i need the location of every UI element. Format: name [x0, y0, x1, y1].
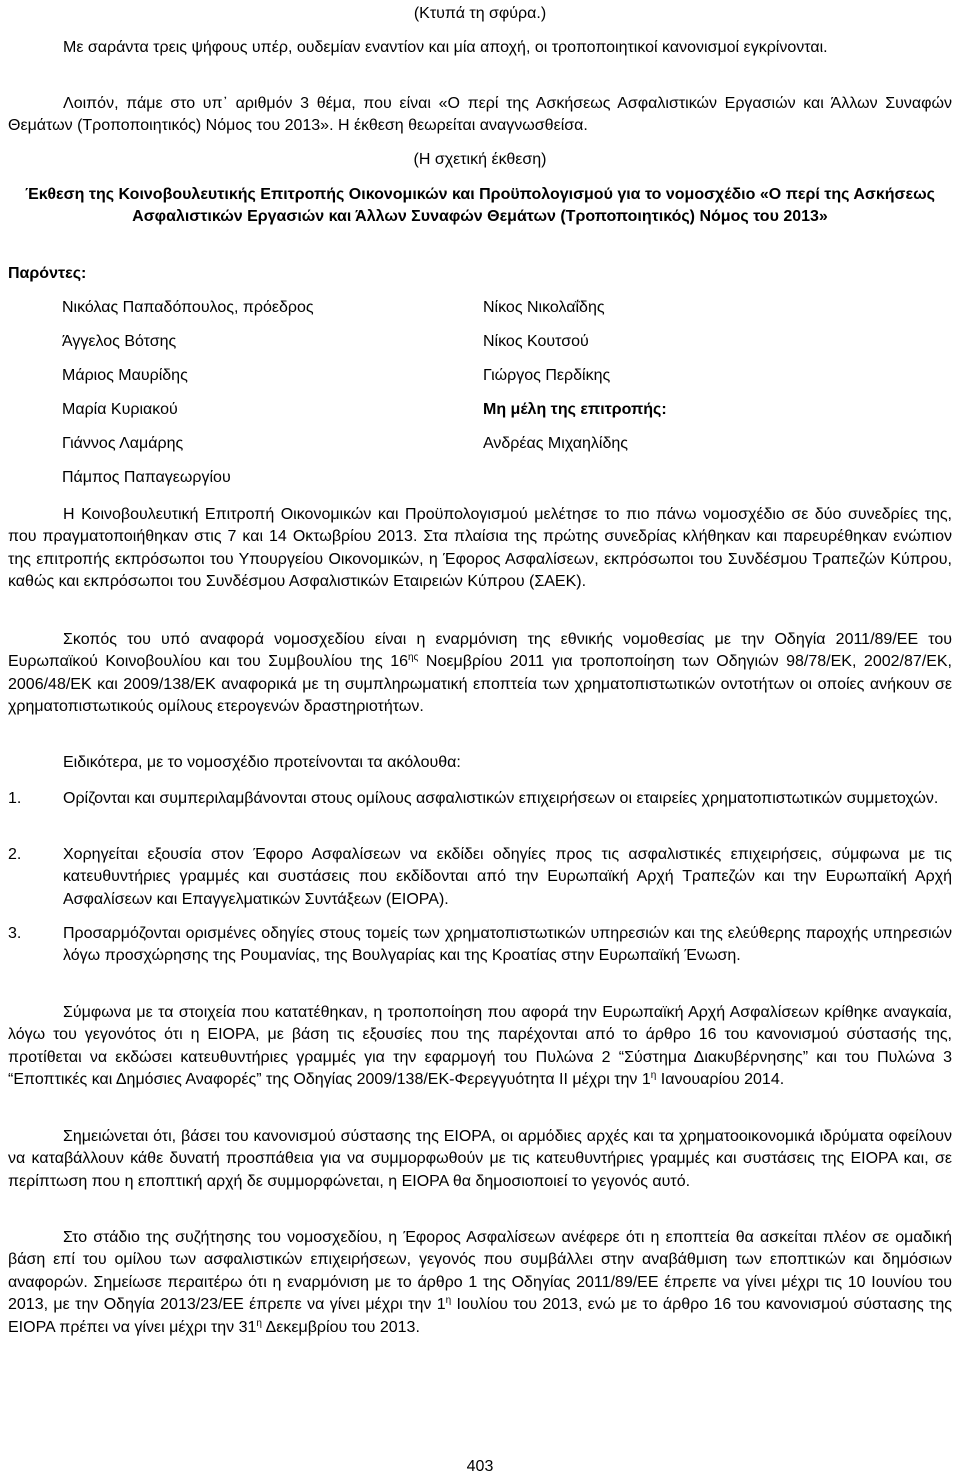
list-item: 3. Προσαρμόζονται ορισμένες οδηγίες στους τομείς των χρηματοπιστωτικών υπηρεσιών και της ελεύθερης παροχής υπηρεσιών λόγω προσχώρησης της Ρουμανίας, της Βουλγαρίας και της Κροατίας στην Ευρωπαϊκή Ένωση. — [8, 925, 952, 965]
paragraph-eiopa-need: Σύμφωνα με τα στοιχεία που κατατέθηκαν, η τροποποίηση που αφορά την Ευρωπαϊκή Αρχή Ασφαλίσεων κρίθηκε αναγκαία, λόγω του γεγονότος ότι η ΕΙΟΡΑ, με βάση τις εξουσίες που της παρέχονται από το άρθρο 16 του κανονισμού σύστασής της, προτίθεται να εκδώσει κατευθυντήριες γραμμές για την εφαρμογή του Πυλώνα 2 “Σύστημα Διακυβέρνησης” και του Πυλώνα 3 “Εποπτικές και Δημόσιες Αναφορές” της Οδηγίας 2009/138/ΕΚ-Φερεγγυότητα ΙΙ μέχρι την $1^\eta$ Ιανουαρίου 2014. — [8, 1004, 952, 1089]
applause-note: (Κτυπά τη σφύρα.) — [413, 5, 547, 22]
member-name: Νίκος Κουτσού — [483, 333, 589, 350]
present-label: Παρόντες: — [8, 265, 87, 282]
paragraph-sessions: Η Κοινοβουλευτική Επιτροπή Οικονομικών και Προϋπολογισμού μελέτησε το πιο πάνω νομοσχέδιο σε δύο συνεδρίες της, που πραγματοποιήθηκαν στις 7 και 14 Οκτωβρίου 2013. Στα πλαίσια της πρώτης συνεδρίας κλήθηκαν και παρευρέθηκαν ενώπιον της επιτροπής εκπρόσωποι του Υπουργείου Οικονομικών, η Έφορος Ασφαλίσεων, εκπρόσωποι του Συνδέσμου Τραπεζών Κύπρου, καθώς και εκπρόσωποι του Συνδέσμου Ασφαλιστικών Εταιρειών Κύπρου (ΣΑΕΚ). — [8, 506, 952, 591]
member-name: Γιώργος Περδίκης — [483, 367, 611, 384]
member-name: Μάριος Μαυρίδης — [62, 367, 188, 384]
paragraph-purpose: Σκοπός του υπό αναφορά νομοσχεδίου είναι η εναρμόνιση της εθνικής νομοθεσίας με την Οδηγία 2011/89/ΕΕ του Ευρωπαϊκού Κοινοβουλίου και του Συμβουλίου της $16^{\eta\varsigma}$ Νοεμβρίου 2011 για τροποποίηση των Οδηγιών 98/78/ΕΚ, 2002/87/ΕΚ, 2006/48/ΕΚ και 2009/138/ΕΚ αναφορικά με τη συμπληρωματική εποπτεία των χρηματοπιστωτικών οντοτήτων οι οποίες ανήκουν σε χρηματοπιστωτικούς ομίλους ετερογενών δραστηριοτήτων. — [8, 631, 953, 716]
paragraph-proposals-intro: Ειδικότερα, με το νομοσχέδιο προτείνονται τα ακόλουθα: — [63, 754, 461, 771]
vote-result-paragraph: Με σαράντα τρεις ψήφους υπέρ, ουδεμίαν εναντίον και μία αποχή, οι τροποποιητικοί κανονισμοί εγκρίνονται. — [63, 39, 828, 56]
member-name: Πάμπος Παπαγεωργίου — [62, 469, 231, 486]
member-name: Γιάννος Λαμάρης — [62, 435, 184, 452]
non-members-label: Μη μέλη της επιτροπής: — [483, 401, 667, 418]
non-member-name: Ανδρέας Μιχαηλίδης — [483, 435, 628, 452]
page-number: 403 — [466, 1458, 494, 1475]
member-name: Μαρία Κυριακού — [62, 401, 178, 418]
report-title: Έκθεση της Κοινοβουλευτικής Επιτροπής Οικονομικών και Προϋπολογισμού για το νομοσχέδιο «Ο περί της Ασκήσεως Ασφαλιστικών Εργασιών και Άλλων Συναφών Θεμάτων (Τροποποιητικός) Νόμος του 2013» — [25, 186, 935, 226]
members-left-column — [62, 297, 482, 501]
proposals-list — [8, 788, 952, 968]
member-name: Νίκος Νικολαΐδης — [483, 299, 605, 316]
next-item-paragraph: Λοιπόν, πάμε στο υπ᾽ αριθμόν 3 θέμα, που είναι «Ο περί της Ασκήσεως Ασφαλιστικών Εργασιών και Άλλων Συναφών Θεμάτων (Τροποποιητικός) Νόμος του 2013». Η έκθεση θεωρείται αναγνωσθείσα. — [8, 95, 952, 135]
member-name: Άγγελος Βότσης — [62, 333, 177, 350]
list-item: 1. Ορίζονται και συμπεριλαμβάνονται στους ομίλους ασφαλιστικών επιχειρήσεων οι εταιρείες χρηματοπιστωτικών συμμετοχών. — [8, 790, 939, 807]
paragraph-supervision: Στο στάδιο της συζήτησης του νομοσχεδίου, η Έφορος Ασφαλίσεων ανέφερε ότι η εποπτεία θα ασκείται πλέον σε ομαδική βάση επί του ομίλου των ασφαλιστικών επιχειρήσεων, γεγονός που συμβάλλει στην αναβάθμιση των εποπτικών και δημόσιων αναφορών. Σημείωσε περαιτέρω ότι η εναρμόνιση με το άρθρο 1 της Οδηγίας 2011/89/ΕΕ έπρεπε να γίνει μέχρι τις 10 Ιουνίου του 2013, με την Οδηγία 2013/23/ΕΕ έπρεπε να γίνει μέχρι την $1^\eta$ Ιουλίου του 2013, ενώ με το άρθρο 16 του κανονισμού σύστασης της ΕΙΟΡΑ πρέπει να γίνει μέχρι την $31^\eta$ Δεκεμβρίου του 2013. — [8, 1229, 953, 1336]
paragraph-compliance: Σημειώνεται ότι, βάσει του κανονισμού σύστασης της ΕΙΟΡΑ, οι αρμόδιες αρχές και τα χρηματοοικονομικά ιδρύματα οφείλουν να καταβάλλουν κάθε δυνατή προσπάθεια για να συμμορφωθούν με τις κατευθυντήριες γραμμές και συστάσεις της ΕΙΟΡΑ και, σε περίπτωση που η εποπτική αρχή δε συμμορφώνεται, η ΕΙΟΡΑ θα δημοσιοποιεί το γεγονός αυτό. — [8, 1128, 952, 1190]
members-right-column — [483, 297, 923, 467]
member-name: Νικόλας Παπαδόπουλος, πρόεδρος — [62, 299, 314, 316]
list-item: 2. Χορηγείται εξουσία στον Έφορο Ασφαλίσεων να εκδίδει οδηγίες προς τις ασφαλιστικές επιχειρήσεις, σύμφωνα με τις κατευθυντήριες γραμμές και συστάσεις που εκδίδονται από την Ευρωπαϊκή Αρχή Τραπεζών και την Ευρωπαϊκή Αρχή Ασφαλίσεων και Επαγγελματικών Συντάξεων (ΕΙΟΡΑ). — [8, 846, 952, 908]
report-caption: (Η σχετική έκθεση) — [413, 151, 547, 168]
